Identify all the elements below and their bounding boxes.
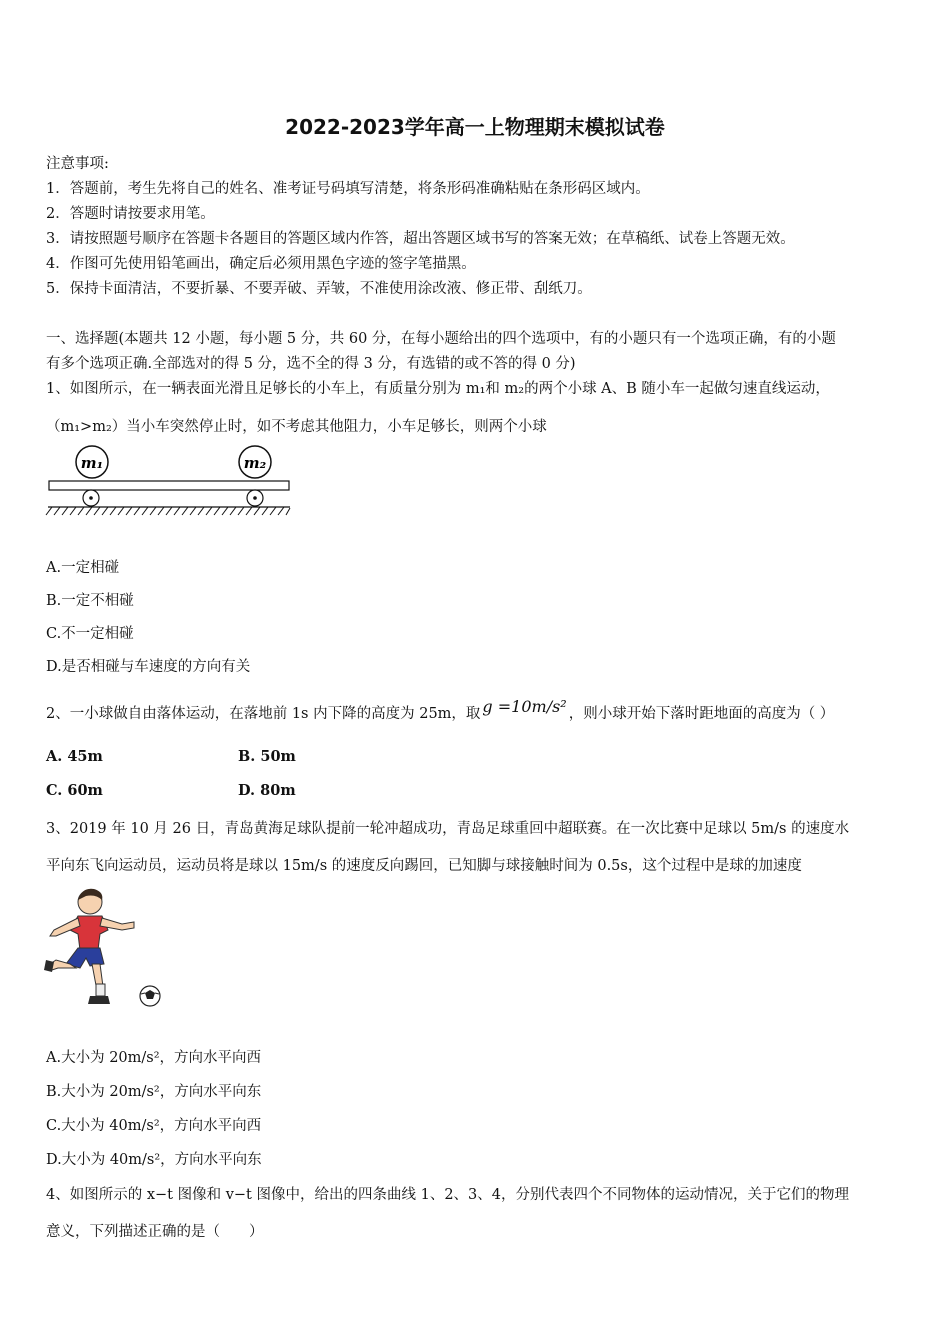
q2-option-c: C. 60m — [46, 782, 103, 799]
notice-item-5: 5．保持卡面清洁，不要折暴、不要弄破、弄皱，不准使用涂改液、修正带、刮纸刀。 — [46, 281, 592, 297]
q2-option-a: A. 45m — [46, 748, 103, 765]
q1-line-2: （m₁>m₂）当小车突然停止时，如不考虑其他阻力，小车足够长，则两个小球 — [46, 419, 547, 435]
q1-option-c: C.不一定相碰 — [46, 626, 134, 642]
q2-line — [46, 697, 835, 723]
q3-line-1: 3、2019 年 10 月 26 日，青岛黄海足球队提前一轮冲超成功，青岛足球重回中超联赛。在一次比赛中足球以 5m/s 的速度水 — [46, 821, 850, 837]
q2-option-b: B. 50m — [238, 748, 296, 765]
section-instructions-line-1: 一、选择题(本题共 12 小题，每小题 5 分，共 60 分，在每小题给出的四个选项中，有的小题只有一个选项正确，有的小题 — [46, 331, 836, 347]
q4-line-1: 4、如图所示的 x−t 图像和 v−t 图像中，给出的四条曲线 1、2、3、4，分别代表四个不同物体的运动情况，关于它们的物理 — [46, 1187, 849, 1203]
notice-item-4: 4．作图可先使用铅笔画出，确定后必须用黑色字迹的签字笔描黑。 — [46, 256, 476, 272]
q2-text-a: 2、一小球做自由落体运动，在落地前 1s 内下降的高度为 25m，取 — [46, 706, 481, 722]
q1-option-d: D.是否相碰与车速度的方向有关 — [46, 659, 251, 675]
q4-line-2: 意义，下列描述正确的是（ ） — [46, 1224, 264, 1240]
q3-option-d: D.大小为 40m/s²，方向水平向东 — [46, 1152, 262, 1168]
q3-line-2: 平向东飞向运动员，运动员将是球以 15m/s 的速度反向踢回，已知脚与球接触时间为 0.5s，这个过程中是球的加速度 — [46, 858, 802, 874]
q2-option-d: D. 80m — [238, 782, 296, 799]
q1-option-a: A.一定相碰 — [46, 560, 120, 576]
notice-heading: 注意事项: — [46, 156, 109, 172]
section-instructions-line-2: 有多个选项正确.全部选对的得 5 分，选不全的得 3 分，有选错的或不答的得 0 分) — [46, 356, 576, 372]
q2-text-b: ，则小球开始下落时距地面的高度为（ ） — [568, 706, 835, 722]
q3-option-b: B.大小为 20m/s²，方向水平向东 — [46, 1084, 262, 1100]
notice-item-1: 1．答题前，考生先将自己的姓名、准考证号码填写清楚，将条形码准确粘贴在条形码区域内。 — [46, 181, 650, 197]
notice-item-2: 2．答题时请按要求用笔。 — [46, 206, 215, 222]
cart-diagram — [44, 444, 294, 520]
q1-option-b: B.一定不相碰 — [46, 593, 134, 609]
soccer-player-illustration — [42, 884, 167, 1012]
q1-line-1: 1、如图所示，在一辆表面光滑且足够长的小车上，有质量分别为 m₁和 m₂的两个小球 A、B 随小车一起做匀速直线运动， — [46, 381, 830, 397]
q3-option-c: C.大小为 40m/s²，方向水平向西 — [46, 1118, 262, 1134]
q3-option-a: A.大小为 20m/s²，方向水平向西 — [46, 1050, 262, 1066]
notice-item-3: 3．请按照题号顺序在答题卡各题目的答题区域内作答，超出答题区域书写的答案无效；在草稿纸、试卷上答题无效。 — [46, 231, 795, 247]
ball-m2-label: m₂ — [243, 454, 267, 472]
ball-m1-label: m₁ — [80, 454, 104, 472]
page-title: 2022-2023学年高一上物理期末模拟试卷 — [285, 115, 665, 139]
q2-formula: g =10m/s² — [482, 697, 567, 716]
